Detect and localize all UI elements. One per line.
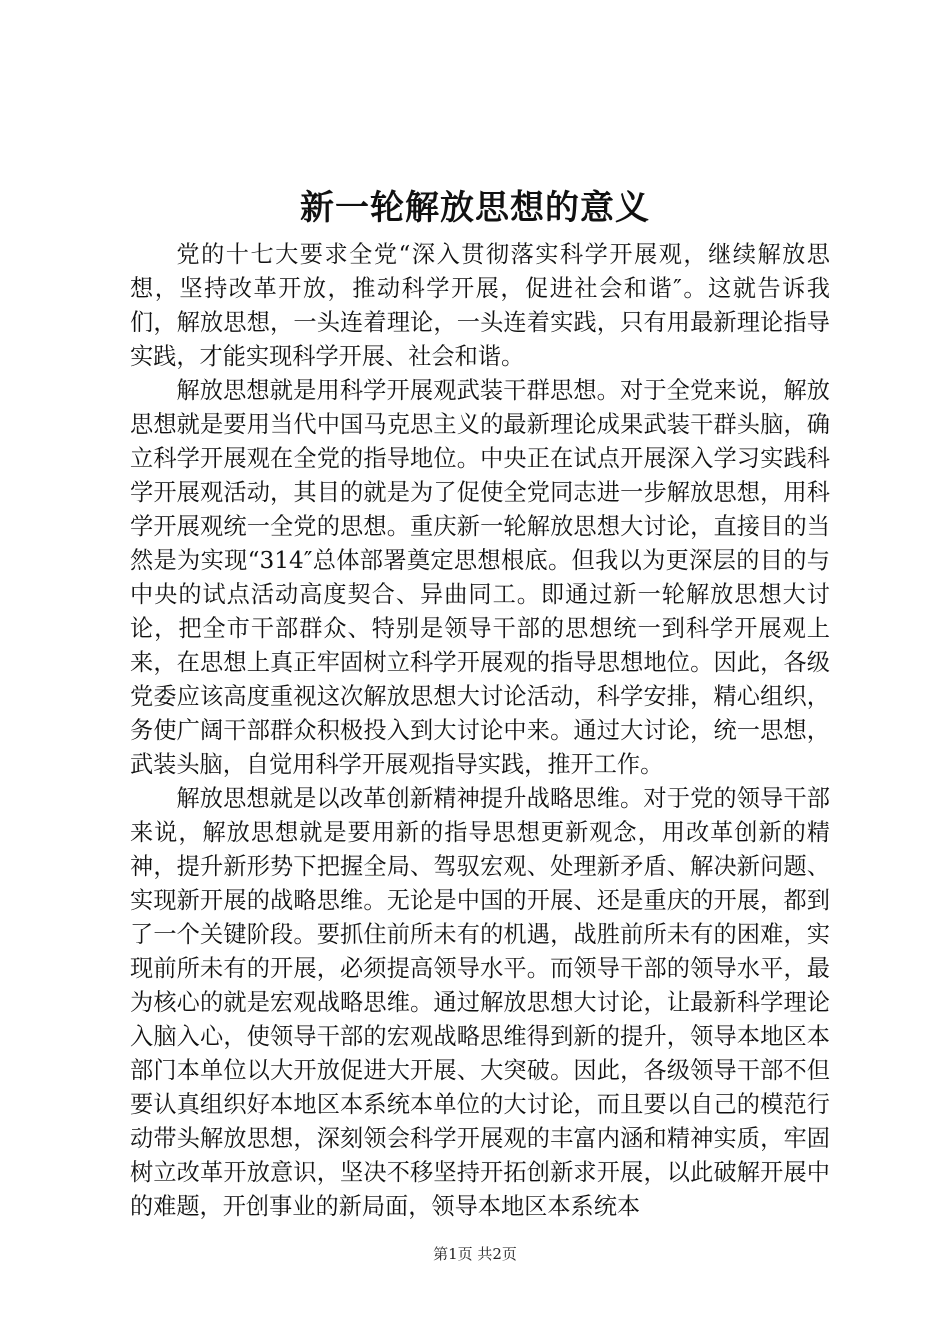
- paragraph-1: 党的十七大要求全党“深入贯彻落实科学开展观，继续解放思想，坚持改革开放，推动科学开展，促进社会和谐″。这就告诉我们，解放思想，一头连着理论，一头连着实践，只有用最新理论指导实践，才能实现科学开展、社会和谐。: [130, 241, 830, 370]
- document-body: [130, 238, 830, 1224]
- paragraph-3: 解放思想就是以改革创新精神提升战略思维。对于党的领导干部来说，解放思想就是要用新的指导思想更新观念，用改革创新的精神，提升新形势下把握全局、驾驭宏观、处理新矛盾、解决新问题、实现新开展的战略思维。无论是中国的开展、还是重庆的开展，都到了一个关键阶段。要抓住前所未有的机遇，战胜前所未有的困难，实现前所未有的开展，必须提高领导水平。而领导干部的领导水平，最为核心的就是宏观战略思维。通过解放思想大讨论，让最新科学理论入脑入心，使领导干部的宏观战略思维得到新的提升，领导本地区本部门本单位以大开放促进大开展、大突破。因此，各级领导干部不但要认真组织好本地区本系统本单位的大讨论，而且要以自己的模范行动带头解放思想，深刻领会科学开展观的丰富内涵和精神实质，牢固树立改革开放意识，坚决不移坚持开拓创新求开展，以此破解开展中的难题，开创事业的新局面，领导本地区本系统本: [130, 785, 830, 1220]
- paragraph-2: 解放思想就是用科学开展观武装干群思想。对于全党来说，解放思想就是要用当代中国马克思主义的最新理论成果武装干群头脑，确立科学开展观在全党的指导地位。中央正在试点开展深入学习实践科学开展观活动，其目的就是为了促使全党同志进一步解放思想，用科学开展观统一全党的思想。重庆新一轮解放思想大讨论，直接目的当然是为实现“314″总体部署奠定思想根底。但我以为更深层的目的与中央的试点活动高度契合、异曲同工。即通过新一轮解放思想大讨论，把全市干部群众、特别是领导干部的思想统一到科学开展观上来，在思想上真正牢固树立科学开展观的指导思想地位。因此，各级党委应该高度重视这次解放思想大讨论活动，科学安排，精心组织，务使广阔干部群众积极投入到大讨论中来。通过大讨论，统一思想，武装头脑，自觉用科学开展观指导实践，推开工作。: [130, 377, 830, 778]
- page-footer: 第1页 共2页: [433, 1245, 517, 1263]
- document-title: 新一轮解放思想的意义: [300, 188, 650, 228]
